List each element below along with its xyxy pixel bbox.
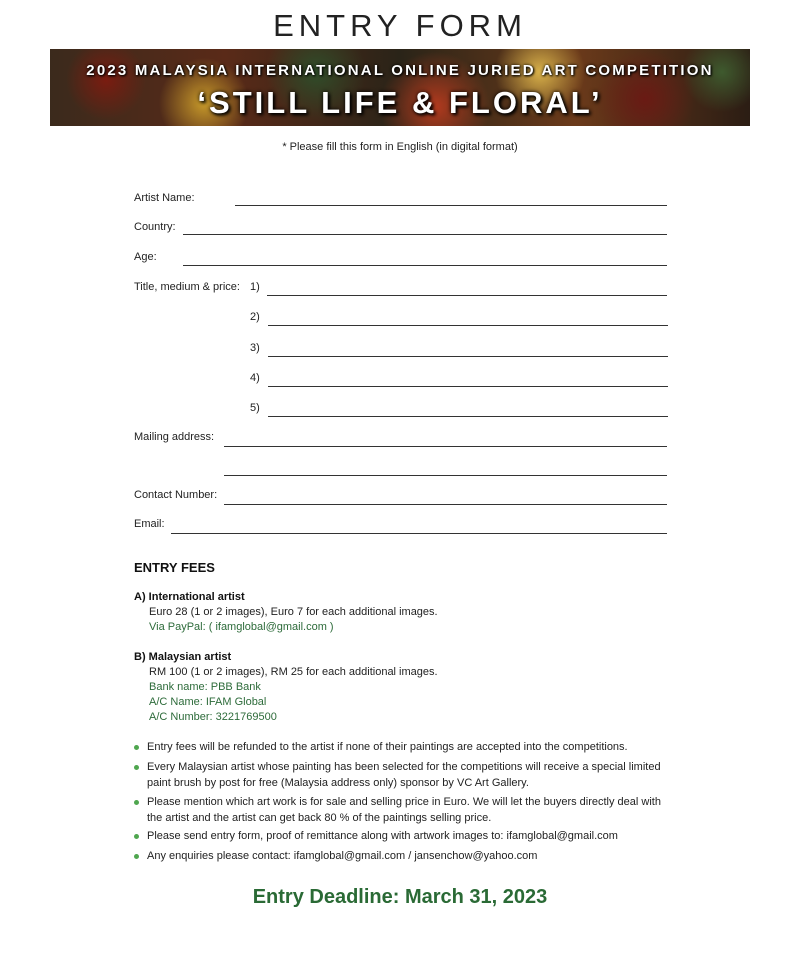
entry-2-field[interactable] — [268, 325, 668, 326]
bullet-enquiries: Any enquiries please contact: ifamglobal@gmail.com / jansenchow@yahoo.com — [147, 850, 538, 862]
fill-instruction-note: * Please fill this form in English (in digital format) — [282, 141, 518, 153]
entry-1-field[interactable] — [267, 295, 667, 296]
bullet-selling-price: Please mention which art work is for sale and selling price in Euro. We will let the buyers directly deal with the artist and the artist can get back 80 % of the paintings selling price. — [147, 796, 661, 824]
mailing-address-label: Mailing address: — [134, 431, 215, 443]
entry-fees-heading: ENTRY FEES — [134, 560, 215, 575]
international-artist-heading: A) International artist — [134, 591, 245, 603]
bullet-send-entry: Please send entry form, proof of remittance along with artwork images to: ifamglobal@gmail.com — [147, 830, 618, 842]
entry-3-field[interactable] — [268, 356, 668, 357]
email-label: Email: — [134, 518, 165, 530]
bullet-dot — [134, 834, 139, 839]
malaysian-ac-name: A/C Name: IFAM Global — [149, 696, 267, 708]
banner-subtitle: 2023 MALAYSIA INTERNATIONAL ONLINE JURIED ART COMPETITION — [86, 62, 714, 79]
country-field[interactable] — [183, 234, 667, 235]
entry-number-4: 4) — [250, 372, 260, 384]
malaysian-bank-name: Bank name: PBB Bank — [149, 681, 261, 693]
title-medium-price-label: Title, medium & price: — [134, 281, 240, 293]
email-field[interactable] — [171, 533, 667, 534]
entry-number-3: 3) — [250, 342, 260, 354]
bullet-dot — [134, 854, 139, 859]
entry-number-1: 1) — [250, 281, 260, 293]
malaysian-ac-number: A/C Number: 3221769500 — [149, 711, 277, 723]
country-label: Country: — [134, 221, 176, 233]
entry-deadline: Entry Deadline: March 31, 2023 — [252, 886, 548, 908]
international-paypal: Via PayPal: ( ifamglobal@gmail.com ) — [149, 621, 334, 633]
age-field[interactable] — [183, 265, 667, 266]
banner-title: ‘STILL LIFE & FLORAL’ — [197, 85, 603, 120]
competition-banner — [50, 49, 750, 126]
age-label: Age: — [134, 251, 157, 263]
international-price: Euro 28 (1 or 2 images), Euro 7 for each additional images. — [149, 606, 438, 618]
bullet-dot — [134, 800, 139, 805]
entry-number-5: 5) — [250, 402, 260, 414]
bullet-refund: Entry fees will be refunded to the artist if none of their paintings are accepted into the competitions. — [147, 741, 628, 753]
entry-4-field[interactable] — [268, 386, 668, 387]
bullet-dot — [134, 745, 139, 750]
mailing-address-field-line1[interactable] — [224, 446, 667, 447]
artist-name-field[interactable] — [235, 205, 667, 206]
artist-name-label: Artist Name: — [134, 192, 195, 204]
mailing-address-field-line2[interactable] — [224, 475, 667, 476]
form-title: ENTRY FORM — [273, 8, 527, 43]
bullet-paint-brush: Every Malaysian artist whose painting has been selected for the competitions will receive a special limited paint brush by post for free (Malaysia address only) sponsor by VC Art Gallery. — [147, 761, 661, 789]
contact-number-field[interactable] — [224, 504, 667, 505]
entry-number-2: 2) — [250, 311, 260, 323]
contact-number-label: Contact Number: — [134, 489, 218, 501]
malaysian-price: RM 100 (1 or 2 images), RM 25 for each additional images. — [149, 666, 438, 678]
bullet-dot — [134, 765, 139, 770]
malaysian-artist-heading: B) Malaysian artist — [134, 651, 232, 663]
entry-5-field[interactable] — [268, 416, 668, 417]
